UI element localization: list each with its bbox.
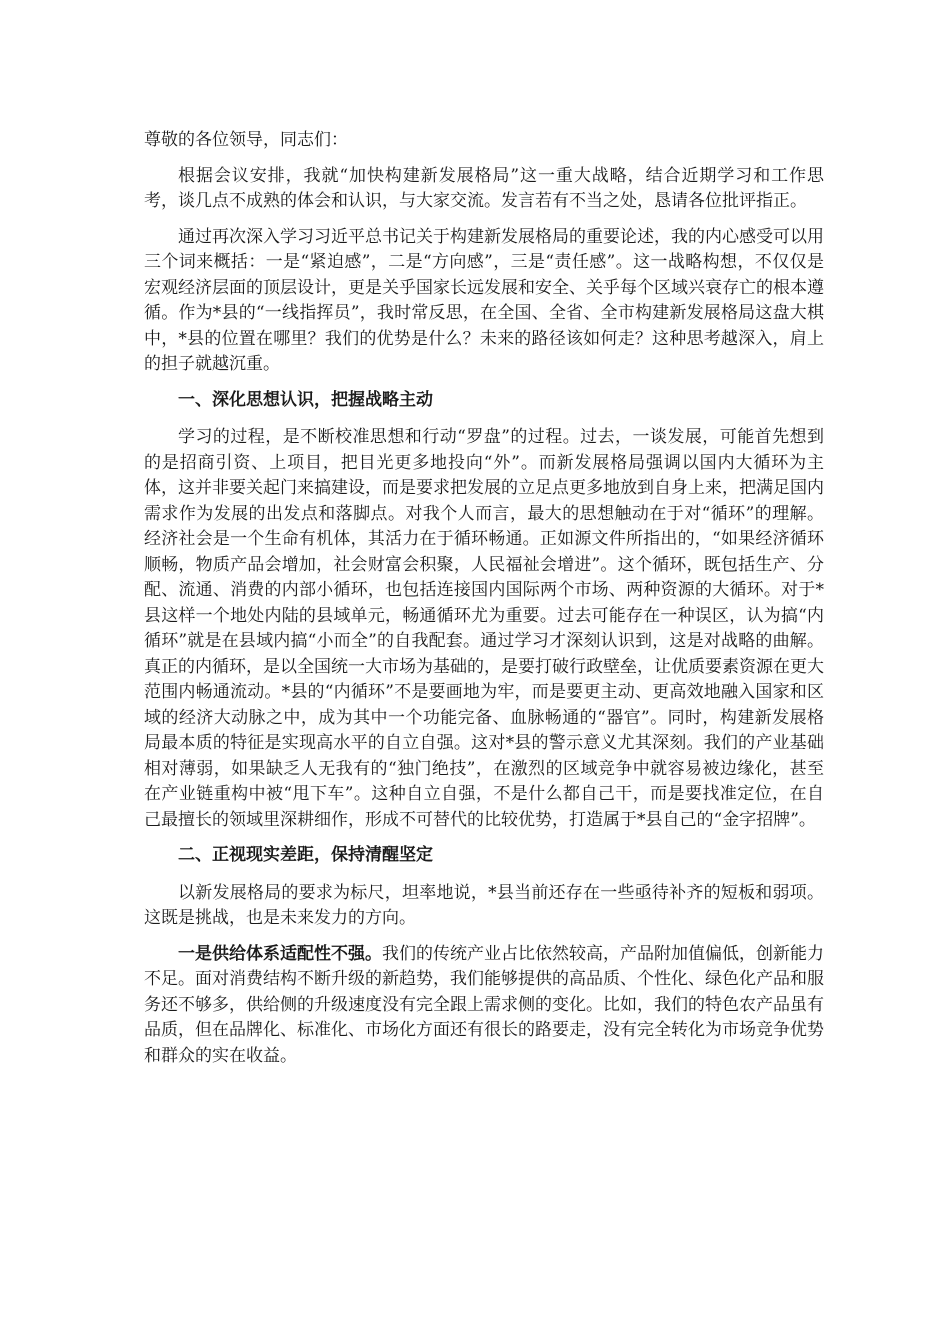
section-2-heading: 二、正视现实差距，保持清醒坚定 xyxy=(178,845,433,865)
section-2-point-1 xyxy=(144,942,824,1070)
point-1-title: 一是供给体系适配性不强。 xyxy=(178,943,382,964)
section-1-body: 学习的过程，是不断校准思想和行动“罗盘”的过程。过去，一谈发展，可能首先想到的是招商引资、上项目，把目光更多地投向“外”。而新发展格局强调以国内大循环为主体，这并非要关起门来搞建设，而是要求把发展的立足点更多地放到自身上来，把满足国内需求作为发展的出发点和落脚点。对我个人而言，最大的思想触动在于对“循环”的理解。经济社会是一个生命有机体，其活力在于循环畅通。正如源文件所指出的，“如果经济循环顺畅，物质产品会增加，社会财富会积聚，人民福祉会增进”。这个循环，既包括生产、分配、流通、消费的内部小循环，也包括连接国内国际两个市场、两种资源的大循环。对于*县这样一个地处内陆的县域单元，畅通循环尤为重要。过去可能存在一种误区，认为搞“内循环”就是在县域内搞“小而全”的自我配套。通过学习才深刻认识到，这是对战略的曲解。真正的内循环，是以全国统一大市场为基础的，是要打破行政壁垒，让优质要素资源在更大范围内畅通流动。*县的“内循环”不是要画地为牢，而是要更主动、更高效地融入国家和区域的经济大动脉之中，成为其中一个功能完备、血脉畅通的“器官”。同时，构建新发展格局最本质的特征是实现高水平的自立自强。这对*县的警示意义尤其深刻。我们的产业基础相对薄弱，如果缺乏人无我有的“独门绝技”，在激烈的区域竞争中就容易被边缘化，甚至在产业链重构中被“甩下车”。这种自立自强，不是什么都自己干，而是要找准定位，在自己最擅长的领域里深耕细作，形成不可替代的比较优势，打造属于*县自己的“金字招牌”。 xyxy=(144,427,824,830)
section-1-heading: 一、深化思想认识，把握战略主动 xyxy=(178,389,433,410)
intro-paragraph: 根据会议安排，我就“加快构建新发展格局”这一重大战略，结合近期学习和工作思考，谈几点不成熟的体会和认识，与大家交流。发言若有不当之处，恳请各位批评指正。 xyxy=(144,165,824,211)
salutation: 尊敬的各位领导，同志们： xyxy=(144,130,348,150)
document-body xyxy=(144,128,824,1079)
point-1-body: 我们的传统产业占比依然较高，产品附加值偏低，创新能力不足。面对消费结构不断升级的新趋势，我们能够提供的高品质、个性化、绿色化产品和服务还不够多，供给侧的升级速度没有完全跟上需求侧的变化。比如，我们的特色农产品虽有品质，但在品牌化、标准化、市场化方面还有很长的路要走，没有完全转化为市场竞争优势和群众的实在收益。 xyxy=(144,943,824,1066)
section-2-intro: 以新发展格局的要求为标尺，坦率地说，*县当前还存在一些亟待补齐的短板和弱项。这既是挑战，也是未来发力的方向。 xyxy=(144,882,824,928)
reflection-paragraph: 通过再次深入学习习近平总书记关于构建新发展格局的重要论述，我的内心感受可以用三个词来概括：一是“紧迫感”，二是“方向感”，三是“责任感”。这一战略构想，不仅仅是宏观经济层面的顶层设计，更是关乎国家长远发展和安全、关乎每个区域兴衰存亡的根本遵循。作为*县的“一线指挥员”，我时常反思，在全国、全省、全市构建新发展格局这盘大棋中，*县的位置在哪里？我们的优势是什么？未来的路径该如何走？这种思考越深入，肩上的担子就越沉重。 xyxy=(144,226,824,374)
